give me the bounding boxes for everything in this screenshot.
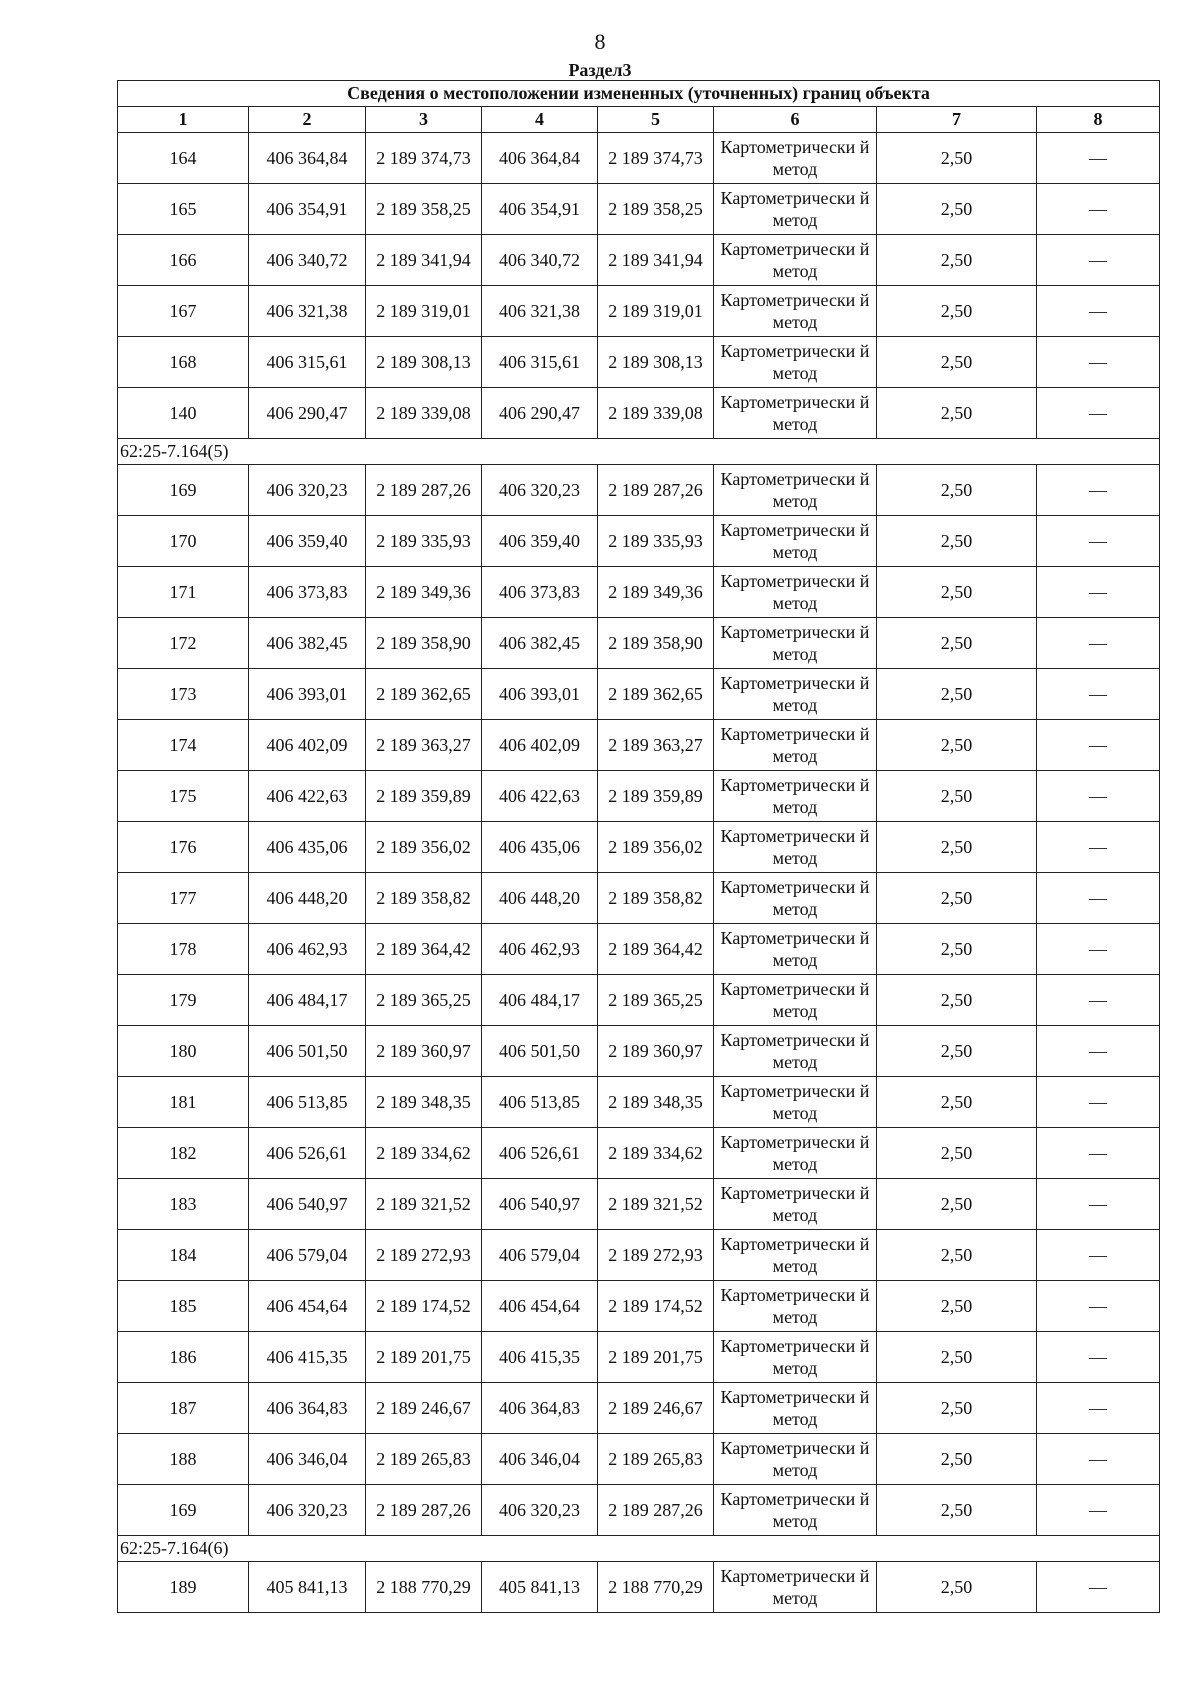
refined-x-cell: 406 393,01 <box>482 669 598 720</box>
table-row <box>118 133 1160 184</box>
existing-x-cell: 406 364,83 <box>249 1383 366 1434</box>
refined-y-cell: 2 189 334,62 <box>598 1128 714 1179</box>
note-cell: — <box>1037 1383 1160 1434</box>
refined-x-cell: 406 364,83 <box>482 1383 598 1434</box>
precision-cell: 2,50 <box>877 669 1037 720</box>
point-number-cell: 171 <box>118 567 249 618</box>
refined-x-cell: 406 462,93 <box>482 924 598 975</box>
point-number-cell: 174 <box>118 720 249 771</box>
existing-y-cell: 2 189 287,26 <box>366 465 482 516</box>
table-row <box>118 516 1160 567</box>
refined-x-cell: 406 501,50 <box>482 1026 598 1077</box>
table-row <box>118 1077 1160 1128</box>
group-row <box>118 439 1160 465</box>
refined-x-cell: 406 540,97 <box>482 1179 598 1230</box>
precision-cell: 2,50 <box>877 1434 1037 1485</box>
existing-y-cell: 2 189 334,62 <box>366 1128 482 1179</box>
refined-x-cell: 406 346,04 <box>482 1434 598 1485</box>
existing-x-cell: 406 513,85 <box>249 1077 366 1128</box>
refined-x-cell: 406 340,72 <box>482 235 598 286</box>
existing-x-cell: 406 346,04 <box>249 1434 366 1485</box>
precision-cell: 2,50 <box>877 1332 1037 1383</box>
refined-x-cell: 406 454,64 <box>482 1281 598 1332</box>
table-row <box>118 1485 1160 1536</box>
existing-y-cell: 2 189 365,25 <box>366 975 482 1026</box>
method-cell: Картометрически й метод <box>714 567 877 618</box>
existing-x-cell: 406 484,17 <box>249 975 366 1026</box>
point-number-cell: 184 <box>118 1230 249 1281</box>
note-cell: — <box>1037 388 1160 439</box>
refined-x-cell: 406 422,63 <box>482 771 598 822</box>
existing-y-cell: 2 189 272,93 <box>366 1230 482 1281</box>
refined-x-cell: 406 513,85 <box>482 1077 598 1128</box>
existing-x-cell: 406 415,35 <box>249 1332 366 1383</box>
refined-y-cell: 2 189 308,13 <box>598 337 714 388</box>
refined-y-cell: 2 189 319,01 <box>598 286 714 337</box>
existing-y-cell: 2 189 341,94 <box>366 235 482 286</box>
refined-y-cell: 2 189 335,93 <box>598 516 714 567</box>
table-title-row <box>118 81 1160 107</box>
note-cell: — <box>1037 1281 1160 1332</box>
existing-x-cell: 406 422,63 <box>249 771 366 822</box>
precision-cell: 2,50 <box>877 822 1037 873</box>
note-cell: — <box>1037 516 1160 567</box>
column-number: 6 <box>714 107 877 133</box>
precision-cell: 2,50 <box>877 516 1037 567</box>
refined-x-cell: 406 321,38 <box>482 286 598 337</box>
refined-y-cell: 2 188 770,29 <box>598 1562 714 1613</box>
refined-y-cell: 2 189 356,02 <box>598 822 714 873</box>
precision-cell: 2,50 <box>877 1485 1037 1536</box>
existing-x-cell: 406 579,04 <box>249 1230 366 1281</box>
point-number-cell: 185 <box>118 1281 249 1332</box>
precision-cell: 2,50 <box>877 465 1037 516</box>
note-cell: — <box>1037 1026 1160 1077</box>
refined-y-cell: 2 189 174,52 <box>598 1281 714 1332</box>
method-cell: Картометрически й метод <box>714 822 877 873</box>
refined-x-cell: 406 320,23 <box>482 465 598 516</box>
method-cell: Картометрически й метод <box>714 1179 877 1230</box>
method-cell: Картометрически й метод <box>714 1434 877 1485</box>
existing-y-cell: 2 189 321,52 <box>366 1179 482 1230</box>
table-row <box>118 669 1160 720</box>
note-cell: — <box>1037 822 1160 873</box>
point-number-cell: 179 <box>118 975 249 1026</box>
point-number-cell: 183 <box>118 1179 249 1230</box>
refined-y-cell: 2 189 321,52 <box>598 1179 714 1230</box>
note-cell: — <box>1037 618 1160 669</box>
existing-y-cell: 2 189 335,93 <box>366 516 482 567</box>
section-title: Раздел3 <box>568 60 632 80</box>
precision-cell: 2,50 <box>877 873 1037 924</box>
existing-x-cell: 406 340,72 <box>249 235 366 286</box>
existing-x-cell: 406 501,50 <box>249 1026 366 1077</box>
point-number-cell: 189 <box>118 1562 249 1613</box>
refined-y-cell: 2 189 265,83 <box>598 1434 714 1485</box>
note-cell: — <box>1037 184 1160 235</box>
point-number-cell: 164 <box>118 133 249 184</box>
page-number: 8 <box>594 29 606 54</box>
method-cell: Картометрически й метод <box>714 669 877 720</box>
refined-x-cell: 406 382,45 <box>482 618 598 669</box>
note-cell: — <box>1037 567 1160 618</box>
refined-x-cell: 405 841,13 <box>482 1562 598 1613</box>
existing-y-cell: 2 189 374,73 <box>366 133 482 184</box>
column-number: 8 <box>1037 107 1160 133</box>
table-row <box>118 1562 1160 1613</box>
refined-y-cell: 2 189 359,89 <box>598 771 714 822</box>
precision-cell: 2,50 <box>877 1281 1037 1332</box>
refined-x-cell: 406 579,04 <box>482 1230 598 1281</box>
existing-y-cell: 2 189 246,67 <box>366 1383 482 1434</box>
refined-x-cell: 406 359,40 <box>482 516 598 567</box>
point-number-cell: 180 <box>118 1026 249 1077</box>
table-row <box>118 1128 1160 1179</box>
point-number-cell: 140 <box>118 388 249 439</box>
method-cell: Картометрически й метод <box>714 337 877 388</box>
table-row <box>118 1434 1160 1485</box>
method-cell: Картометрически й метод <box>714 1562 877 1613</box>
table-row <box>118 337 1160 388</box>
note-cell: — <box>1037 1434 1160 1485</box>
refined-y-cell: 2 189 365,25 <box>598 975 714 1026</box>
column-number: 7 <box>877 107 1037 133</box>
refined-x-cell: 406 484,17 <box>482 975 598 1026</box>
existing-y-cell: 2 189 360,97 <box>366 1026 482 1077</box>
precision-cell: 2,50 <box>877 1077 1037 1128</box>
method-cell: Картометрически й метод <box>714 388 877 439</box>
existing-x-cell: 406 373,83 <box>249 567 366 618</box>
existing-x-cell: 406 448,20 <box>249 873 366 924</box>
method-cell: Картометрически й метод <box>714 133 877 184</box>
table-row <box>118 235 1160 286</box>
precision-cell: 2,50 <box>877 1383 1037 1434</box>
existing-y-cell: 2 189 359,89 <box>366 771 482 822</box>
refined-x-cell: 406 320,23 <box>482 1485 598 1536</box>
existing-y-cell: 2 189 308,13 <box>366 337 482 388</box>
refined-x-cell: 406 415,35 <box>482 1332 598 1383</box>
table-row <box>118 388 1160 439</box>
existing-x-cell: 406 462,93 <box>249 924 366 975</box>
point-number-cell: 170 <box>118 516 249 567</box>
table-row <box>118 465 1160 516</box>
existing-x-cell: 406 321,38 <box>249 286 366 337</box>
refined-y-cell: 2 189 374,73 <box>598 133 714 184</box>
existing-y-cell: 2 189 348,35 <box>366 1077 482 1128</box>
existing-y-cell: 2 189 358,90 <box>366 618 482 669</box>
refined-y-cell: 2 189 341,94 <box>598 235 714 286</box>
point-number-cell: 173 <box>118 669 249 720</box>
existing-x-cell: 406 393,01 <box>249 669 366 720</box>
method-cell: Картометрически й метод <box>714 1281 877 1332</box>
note-cell: — <box>1037 771 1160 822</box>
precision-cell: 2,50 <box>877 771 1037 822</box>
precision-cell: 2,50 <box>877 924 1037 975</box>
refined-y-cell: 2 189 246,67 <box>598 1383 714 1434</box>
note-cell: — <box>1037 669 1160 720</box>
group-row <box>118 1536 1160 1562</box>
table-row <box>118 1281 1160 1332</box>
note-cell: — <box>1037 1128 1160 1179</box>
existing-x-cell: 406 315,61 <box>249 337 366 388</box>
note-cell: — <box>1037 720 1160 771</box>
coordinates-table <box>117 80 1160 1613</box>
point-number-cell: 175 <box>118 771 249 822</box>
table-row <box>118 1230 1160 1281</box>
existing-x-cell: 406 540,97 <box>249 1179 366 1230</box>
existing-y-cell: 2 189 201,75 <box>366 1332 482 1383</box>
table-row <box>118 1179 1160 1230</box>
table-row <box>118 1026 1160 1077</box>
note-cell: — <box>1037 337 1160 388</box>
method-cell: Картометрически й метод <box>714 873 877 924</box>
point-number-cell: 176 <box>118 822 249 873</box>
precision-cell: 2,50 <box>877 975 1037 1026</box>
column-number: 1 <box>118 107 249 133</box>
precision-cell: 2,50 <box>877 1562 1037 1613</box>
note-cell: — <box>1037 1230 1160 1281</box>
existing-y-cell: 2 189 362,65 <box>366 669 482 720</box>
refined-x-cell: 406 448,20 <box>482 873 598 924</box>
existing-x-cell: 406 354,91 <box>249 184 366 235</box>
refined-y-cell: 2 189 349,36 <box>598 567 714 618</box>
note-cell: — <box>1037 1332 1160 1383</box>
existing-y-cell: 2 189 319,01 <box>366 286 482 337</box>
existing-x-cell: 406 435,06 <box>249 822 366 873</box>
point-number-cell: 188 <box>118 1434 249 1485</box>
method-cell: Картометрически й метод <box>714 975 877 1026</box>
point-number-cell: 181 <box>118 1077 249 1128</box>
note-cell: — <box>1037 1179 1160 1230</box>
table-row <box>118 286 1160 337</box>
precision-cell: 2,50 <box>877 388 1037 439</box>
column-number: 3 <box>366 107 482 133</box>
table-title: Сведения о местоположении измененных (уточненных) границ объекта <box>118 81 1160 107</box>
note-cell: — <box>1037 286 1160 337</box>
point-number-cell: 177 <box>118 873 249 924</box>
point-number-cell: 167 <box>118 286 249 337</box>
note-cell: — <box>1037 1077 1160 1128</box>
parcel-group-label: 62:25-7.164(6) <box>118 1536 1160 1562</box>
method-cell: Картометрически й метод <box>714 465 877 516</box>
precision-cell: 2,50 <box>877 618 1037 669</box>
existing-x-cell: 405 841,13 <box>249 1562 366 1613</box>
point-number-cell: 187 <box>118 1383 249 1434</box>
table-row <box>118 975 1160 1026</box>
note-cell: — <box>1037 975 1160 1026</box>
point-number-cell: 172 <box>118 618 249 669</box>
refined-y-cell: 2 189 364,42 <box>598 924 714 975</box>
refined-y-cell: 2 189 358,25 <box>598 184 714 235</box>
method-cell: Картометрически й метод <box>714 1485 877 1536</box>
existing-y-cell: 2 189 287,26 <box>366 1485 482 1536</box>
refined-y-cell: 2 189 348,35 <box>598 1077 714 1128</box>
existing-x-cell: 406 290,47 <box>249 388 366 439</box>
refined-x-cell: 406 315,61 <box>482 337 598 388</box>
point-number-cell: 169 <box>118 1485 249 1536</box>
refined-y-cell: 2 189 360,97 <box>598 1026 714 1077</box>
existing-x-cell: 406 359,40 <box>249 516 366 567</box>
existing-x-cell: 406 454,64 <box>249 1281 366 1332</box>
table-row <box>118 1383 1160 1434</box>
note-cell: — <box>1037 1485 1160 1536</box>
method-cell: Картометрически й метод <box>714 924 877 975</box>
precision-cell: 2,50 <box>877 133 1037 184</box>
parcel-group-label: 62:25-7.164(5) <box>118 439 1160 465</box>
precision-cell: 2,50 <box>877 1179 1037 1230</box>
column-number: 5 <box>598 107 714 133</box>
precision-cell: 2,50 <box>877 184 1037 235</box>
note-cell: — <box>1037 465 1160 516</box>
point-number-cell: 178 <box>118 924 249 975</box>
existing-y-cell: 2 189 358,82 <box>366 873 482 924</box>
existing-y-cell: 2 189 339,08 <box>366 388 482 439</box>
method-cell: Картометрически й метод <box>714 1077 877 1128</box>
table-row <box>118 873 1160 924</box>
table-row <box>118 822 1160 873</box>
refined-x-cell: 406 364,84 <box>482 133 598 184</box>
table-row <box>118 771 1160 822</box>
refined-y-cell: 2 189 363,27 <box>598 720 714 771</box>
table-row <box>118 720 1160 771</box>
method-cell: Картометрически й метод <box>714 1026 877 1077</box>
existing-y-cell: 2 189 265,83 <box>366 1434 482 1485</box>
refined-y-cell: 2 189 201,75 <box>598 1332 714 1383</box>
point-number-cell: 182 <box>118 1128 249 1179</box>
existing-y-cell: 2 189 364,42 <box>366 924 482 975</box>
refined-x-cell: 406 435,06 <box>482 822 598 873</box>
column-number: 2 <box>249 107 366 133</box>
note-cell: — <box>1037 133 1160 184</box>
table-row <box>118 924 1160 975</box>
method-cell: Картометрически й метод <box>714 1332 877 1383</box>
refined-x-cell: 406 402,09 <box>482 720 598 771</box>
refined-y-cell: 2 189 358,82 <box>598 873 714 924</box>
existing-y-cell: 2 189 363,27 <box>366 720 482 771</box>
note-cell: — <box>1037 873 1160 924</box>
column-number-row <box>118 107 1160 133</box>
table-row <box>118 184 1160 235</box>
refined-x-cell: 406 373,83 <box>482 567 598 618</box>
refined-x-cell: 406 526,61 <box>482 1128 598 1179</box>
refined-y-cell: 2 189 362,65 <box>598 669 714 720</box>
refined-y-cell: 2 189 358,90 <box>598 618 714 669</box>
method-cell: Картометрически й метод <box>714 720 877 771</box>
refined-x-cell: 406 354,91 <box>482 184 598 235</box>
refined-y-cell: 2 189 287,26 <box>598 1485 714 1536</box>
existing-y-cell: 2 189 174,52 <box>366 1281 482 1332</box>
note-cell: — <box>1037 1562 1160 1613</box>
method-cell: Картометрически й метод <box>714 235 877 286</box>
precision-cell: 2,50 <box>877 337 1037 388</box>
existing-x-cell: 406 382,45 <box>249 618 366 669</box>
table-row <box>118 1332 1160 1383</box>
precision-cell: 2,50 <box>877 235 1037 286</box>
point-number-cell: 169 <box>118 465 249 516</box>
table-row <box>118 618 1160 669</box>
precision-cell: 2,50 <box>877 1230 1037 1281</box>
point-number-cell: 168 <box>118 337 249 388</box>
existing-y-cell: 2 189 349,36 <box>366 567 482 618</box>
table-row <box>118 567 1160 618</box>
method-cell: Картометрически й метод <box>714 516 877 567</box>
method-cell: Картометрически й метод <box>714 618 877 669</box>
note-cell: — <box>1037 235 1160 286</box>
refined-y-cell: 2 189 272,93 <box>598 1230 714 1281</box>
existing-x-cell: 406 320,23 <box>249 465 366 516</box>
point-number-cell: 165 <box>118 184 249 235</box>
precision-cell: 2,50 <box>877 567 1037 618</box>
existing-x-cell: 406 320,23 <box>249 1485 366 1536</box>
method-cell: Картометрически й метод <box>714 286 877 337</box>
point-number-cell: 186 <box>118 1332 249 1383</box>
refined-y-cell: 2 189 339,08 <box>598 388 714 439</box>
precision-cell: 2,50 <box>877 1128 1037 1179</box>
refined-x-cell: 406 290,47 <box>482 388 598 439</box>
column-number: 4 <box>482 107 598 133</box>
existing-x-cell: 406 526,61 <box>249 1128 366 1179</box>
existing-y-cell: 2 188 770,29 <box>366 1562 482 1613</box>
precision-cell: 2,50 <box>877 286 1037 337</box>
existing-x-cell: 406 364,84 <box>249 133 366 184</box>
note-cell: — <box>1037 924 1160 975</box>
precision-cell: 2,50 <box>877 1026 1037 1077</box>
existing-x-cell: 406 402,09 <box>249 720 366 771</box>
refined-y-cell: 2 189 287,26 <box>598 465 714 516</box>
method-cell: Картометрически й метод <box>714 1383 877 1434</box>
method-cell: Картометрически й метод <box>714 1128 877 1179</box>
existing-y-cell: 2 189 358,25 <box>366 184 482 235</box>
existing-y-cell: 2 189 356,02 <box>366 822 482 873</box>
method-cell: Картометрически й метод <box>714 771 877 822</box>
point-number-cell: 166 <box>118 235 249 286</box>
precision-cell: 2,50 <box>877 720 1037 771</box>
method-cell: Картометрически й метод <box>714 184 877 235</box>
method-cell: Картометрически й метод <box>714 1230 877 1281</box>
